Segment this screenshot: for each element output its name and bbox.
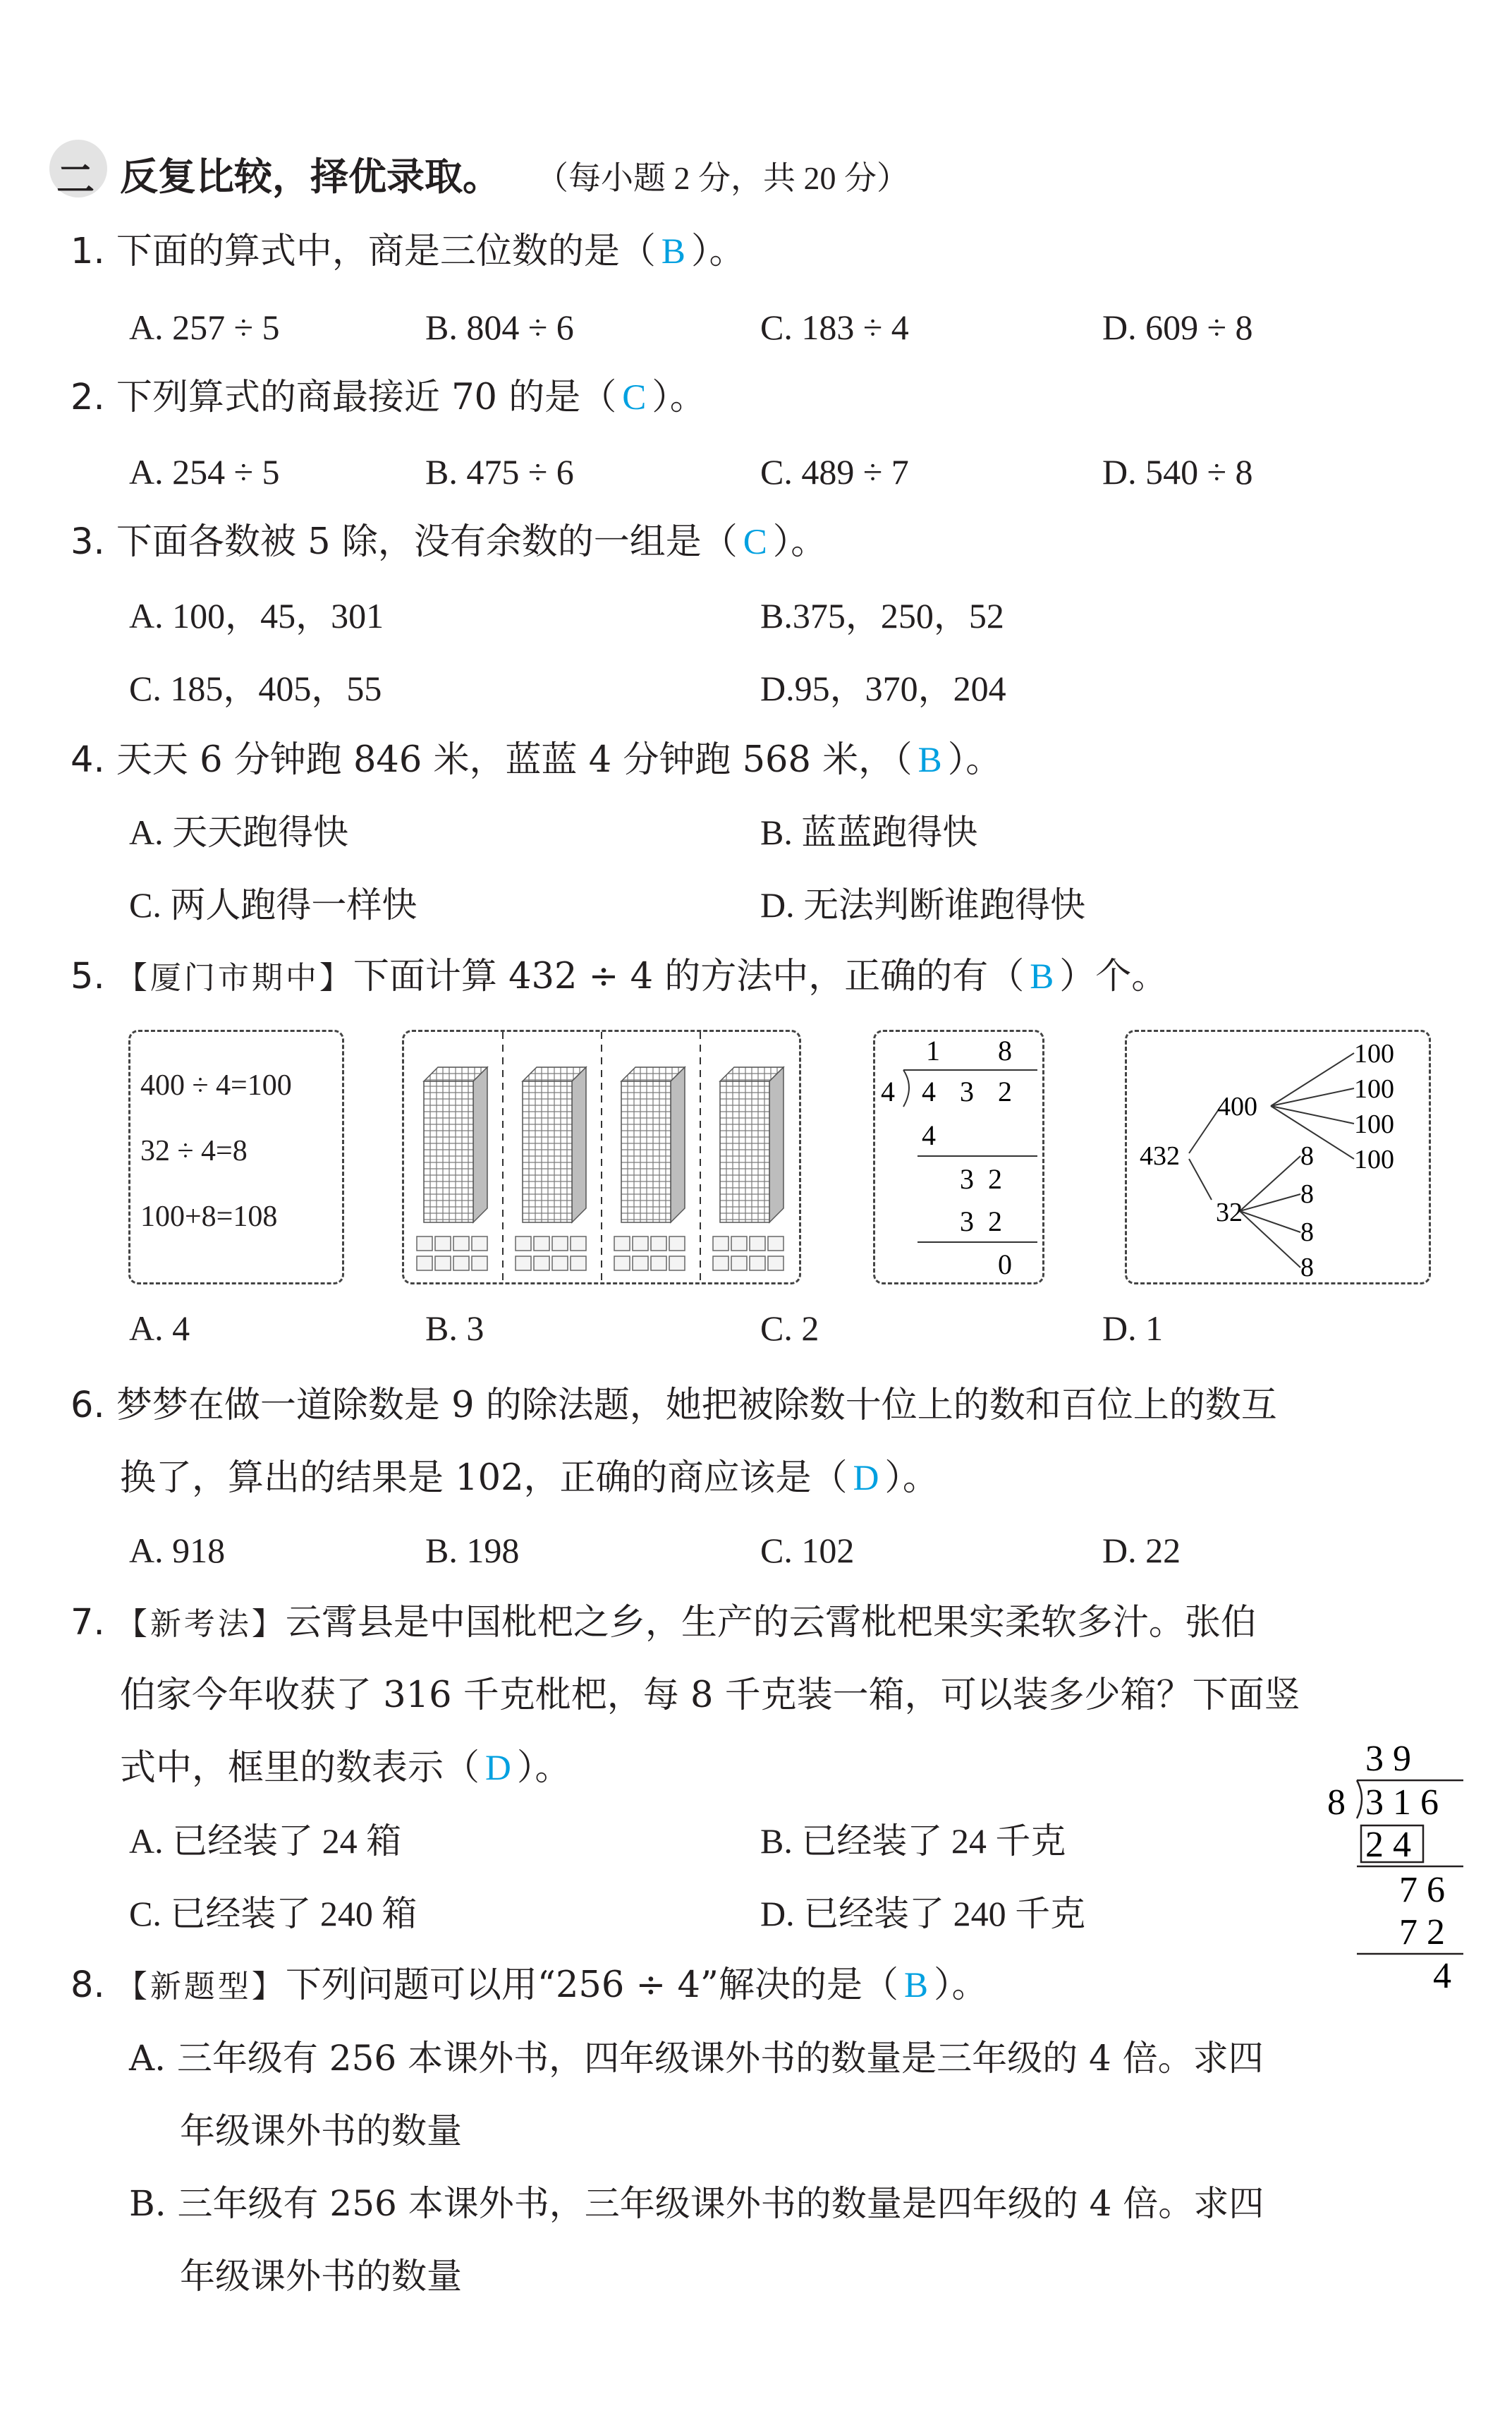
tree-leaf: 8 bbox=[1300, 1141, 1314, 1171]
option-d: D. 22 bbox=[1102, 1531, 1181, 1570]
option-d: D.95，370，204 bbox=[760, 669, 1006, 708]
option-c: C. 489 ÷ 7 bbox=[760, 452, 909, 492]
question-text: 下面各数被 5 除，没有余数的一组是（ bbox=[116, 521, 738, 563]
tree-leaf: 100 bbox=[1354, 1110, 1394, 1139]
step-2: 7 6 bbox=[1399, 1870, 1445, 1910]
option-d: D. 无法判断谁跑得快 bbox=[760, 885, 1086, 925]
quotient-digit: 1 bbox=[926, 1035, 940, 1066]
question-8 bbox=[71, 1964, 988, 2009]
question-number: 1. bbox=[71, 231, 105, 272]
tree-leaf: 100 bbox=[1354, 1145, 1394, 1174]
dividend-digit: 2 bbox=[998, 1076, 1012, 1107]
question-6-line-2 bbox=[120, 1457, 939, 1500]
question-text-end: ）。 bbox=[884, 1457, 939, 1499]
question-tag: 【厦门市期中】 bbox=[116, 960, 353, 996]
tree-leaf: 8 bbox=[1300, 1253, 1314, 1282]
remainder: 0 bbox=[998, 1248, 1012, 1280]
question-number: 2. bbox=[71, 377, 105, 418]
section-note: （每小题 2 分，共 20 分） bbox=[536, 160, 909, 196]
option-b: B. 已经装了 24 千克 bbox=[760, 1821, 1066, 1861]
option-b-line-1: B. 三年级有 256 本课外书，三年级课外书的数量是四年级的 4 倍。求四 bbox=[129, 2183, 1264, 2224]
question-text: 式中，框里的数表示（ bbox=[120, 1747, 480, 1789]
option-c: C. 102 bbox=[760, 1531, 855, 1570]
answer: C bbox=[743, 523, 767, 562]
answer: D bbox=[853, 1459, 879, 1498]
option-b: B. 804 ÷ 6 bbox=[425, 308, 574, 347]
question-6-line-1 bbox=[71, 1384, 1277, 1428]
option-a: A. 已经装了 24 箱 bbox=[129, 1821, 402, 1861]
answer: C bbox=[622, 378, 647, 418]
answer: B bbox=[1030, 957, 1054, 997]
tree-leaf: 8 bbox=[1300, 1217, 1314, 1247]
question-1 bbox=[71, 230, 745, 274]
step-3: 7 2 bbox=[1399, 1912, 1445, 1952]
answer: B bbox=[661, 232, 685, 272]
step-1: 4 bbox=[922, 1119, 936, 1151]
base-ten-blocks-illustration bbox=[404, 1032, 799, 1282]
question-text-end: ）。 bbox=[772, 521, 827, 563]
option-b: B. 475 ÷ 6 bbox=[425, 452, 574, 492]
option-d: D. 已经装了 240 千克 bbox=[760, 1894, 1086, 1933]
option-a: A. 100，45，301 bbox=[129, 596, 384, 636]
remainder: 4 bbox=[1433, 1956, 1451, 1996]
option-c: C. 185，405，55 bbox=[129, 669, 382, 708]
answer: B bbox=[903, 1966, 929, 2005]
method-1-line-1: 400 ÷ 4=100 bbox=[140, 1069, 292, 1102]
option-a: A. 918 bbox=[129, 1531, 226, 1570]
step-2: 3 2 bbox=[960, 1163, 1002, 1195]
question-text: 下列算式的商最接近 70 的是（ bbox=[116, 377, 617, 418]
question-text-end: ）。 bbox=[690, 231, 745, 272]
option-b: B. 198 bbox=[425, 1531, 520, 1570]
quotient-digit: 8 bbox=[998, 1035, 1012, 1066]
question-tag: 【新考法】 bbox=[116, 1606, 286, 1642]
option-a: A. 254 ÷ 5 bbox=[129, 452, 280, 492]
option-c: C. 183 ÷ 4 bbox=[760, 308, 909, 347]
dividend: 3 1 6 bbox=[1365, 1782, 1439, 1823]
question-tag: 【新题型】 bbox=[116, 1969, 286, 2005]
divisor: 4 bbox=[881, 1076, 895, 1107]
question-text-end: ）。 bbox=[934, 1964, 988, 2006]
option-b-line-2: 年级课外书的数量 bbox=[180, 2256, 462, 2297]
question-7-line-3 bbox=[120, 1746, 571, 1790]
question-number: 6. bbox=[71, 1385, 105, 1426]
option-c: C. 已经装了 240 箱 bbox=[129, 1894, 417, 1933]
long-division-432-by-4 bbox=[875, 1032, 1042, 1282]
option-c: C. 2 bbox=[760, 1308, 819, 1348]
question-text: 梦梦在做一道除数是 9 的除法题，她把被除数十位上的数和百位上的数互 bbox=[116, 1385, 1277, 1426]
method-4-tree-box bbox=[1125, 1030, 1431, 1284]
tree-leaf: 8 bbox=[1300, 1179, 1314, 1209]
section-number: 二 bbox=[56, 157, 94, 202]
question-text: 下面计算 432 ÷ 4 的方法中，正确的有（ bbox=[353, 956, 1025, 997]
option-c: C. 两人跑得一样快 bbox=[129, 885, 417, 925]
dividend-digit: 4 bbox=[922, 1076, 936, 1107]
question-number: 3. bbox=[71, 521, 105, 563]
option-d: D. 540 ÷ 8 bbox=[1102, 452, 1253, 492]
tree-leaf: 100 bbox=[1354, 1039, 1394, 1069]
method-1-line-3: 100+8=108 bbox=[140, 1201, 278, 1233]
question-number: 5. bbox=[71, 956, 105, 997]
option-a-line-1: A. 三年级有 256 本课外书，四年级课外书的数量是三年级的 4 倍。求四 bbox=[129, 2038, 1264, 2079]
question-number: 8. bbox=[71, 1964, 105, 2006]
question-text-end: ）。 bbox=[516, 1747, 571, 1789]
method-2-blocks-box bbox=[402, 1030, 801, 1284]
method-1-box bbox=[128, 1030, 344, 1284]
tree-leaf: 100 bbox=[1354, 1074, 1394, 1104]
question-text: 下列问题可以用“256 ÷ 4”解决的是（ bbox=[285, 1964, 898, 2006]
option-b: B. 蓝蓝跑得快 bbox=[760, 813, 978, 852]
method-3-longdiv-box bbox=[873, 1030, 1044, 1284]
option-a: A. 4 bbox=[129, 1308, 190, 1348]
question-7-line-2: 伯家今年收获了 316 千克枇杷，每 8 千克装一箱，可以装多少箱？下面竖 bbox=[120, 1675, 1300, 1716]
divisor: 8 bbox=[1327, 1782, 1346, 1823]
option-a: A. 天天跑得快 bbox=[129, 813, 349, 852]
question-text: 换了，算出的结果是 102，正确的商应该是（ bbox=[120, 1457, 848, 1499]
question-number: 7. bbox=[71, 1602, 105, 1643]
decomposition-tree bbox=[1127, 1032, 1429, 1282]
long-division-316-by-8 bbox=[1326, 1735, 1467, 1996]
dividend-digit: 3 bbox=[960, 1076, 974, 1107]
question-2 bbox=[71, 376, 706, 420]
question-text: 云霄县是中国枇杷之乡，生产的云霄枇杷果实柔软多汁。张伯 bbox=[285, 1602, 1257, 1643]
question-text-end: ）。 bbox=[947, 739, 1002, 781]
boxed-product: 2 4 bbox=[1365, 1825, 1411, 1865]
option-a: A. 257 ÷ 5 bbox=[129, 308, 280, 347]
section-title: 反复比较，择优录取。 bbox=[120, 154, 501, 199]
method-1-line-2: 32 ÷ 4=8 bbox=[140, 1135, 248, 1167]
option-d: D. 609 ÷ 8 bbox=[1102, 308, 1253, 347]
option-b: B. 3 bbox=[425, 1308, 484, 1348]
answer: D bbox=[485, 1749, 511, 1788]
question-number: 4. bbox=[71, 739, 105, 781]
option-a-line-2: 年级课外书的数量 bbox=[180, 2110, 462, 2151]
option-d: D. 1 bbox=[1102, 1308, 1164, 1348]
question-3 bbox=[71, 521, 827, 564]
question-4 bbox=[71, 739, 1001, 782]
question-text: 天天 6 分钟跑 846 米，蓝蓝 4 分钟跑 568 米，（ bbox=[116, 739, 913, 781]
question-5 bbox=[71, 955, 1167, 1000]
step-3: 3 2 bbox=[960, 1205, 1002, 1237]
question-text-end: ）。 bbox=[652, 377, 706, 418]
tree-node-400: 400 bbox=[1217, 1092, 1257, 1122]
question-text-end: ）个。 bbox=[1059, 956, 1168, 997]
answer: B bbox=[917, 741, 942, 780]
tree-root: 432 bbox=[1140, 1141, 1180, 1171]
question-text: 下面的算式中，商是三位数的是（ bbox=[116, 231, 656, 272]
tree-node-32: 32 bbox=[1216, 1198, 1243, 1227]
quotient: 3 9 bbox=[1365, 1739, 1411, 1779]
option-b: B.375，250，52 bbox=[760, 596, 1004, 636]
question-7-line-1 bbox=[71, 1601, 1257, 1646]
